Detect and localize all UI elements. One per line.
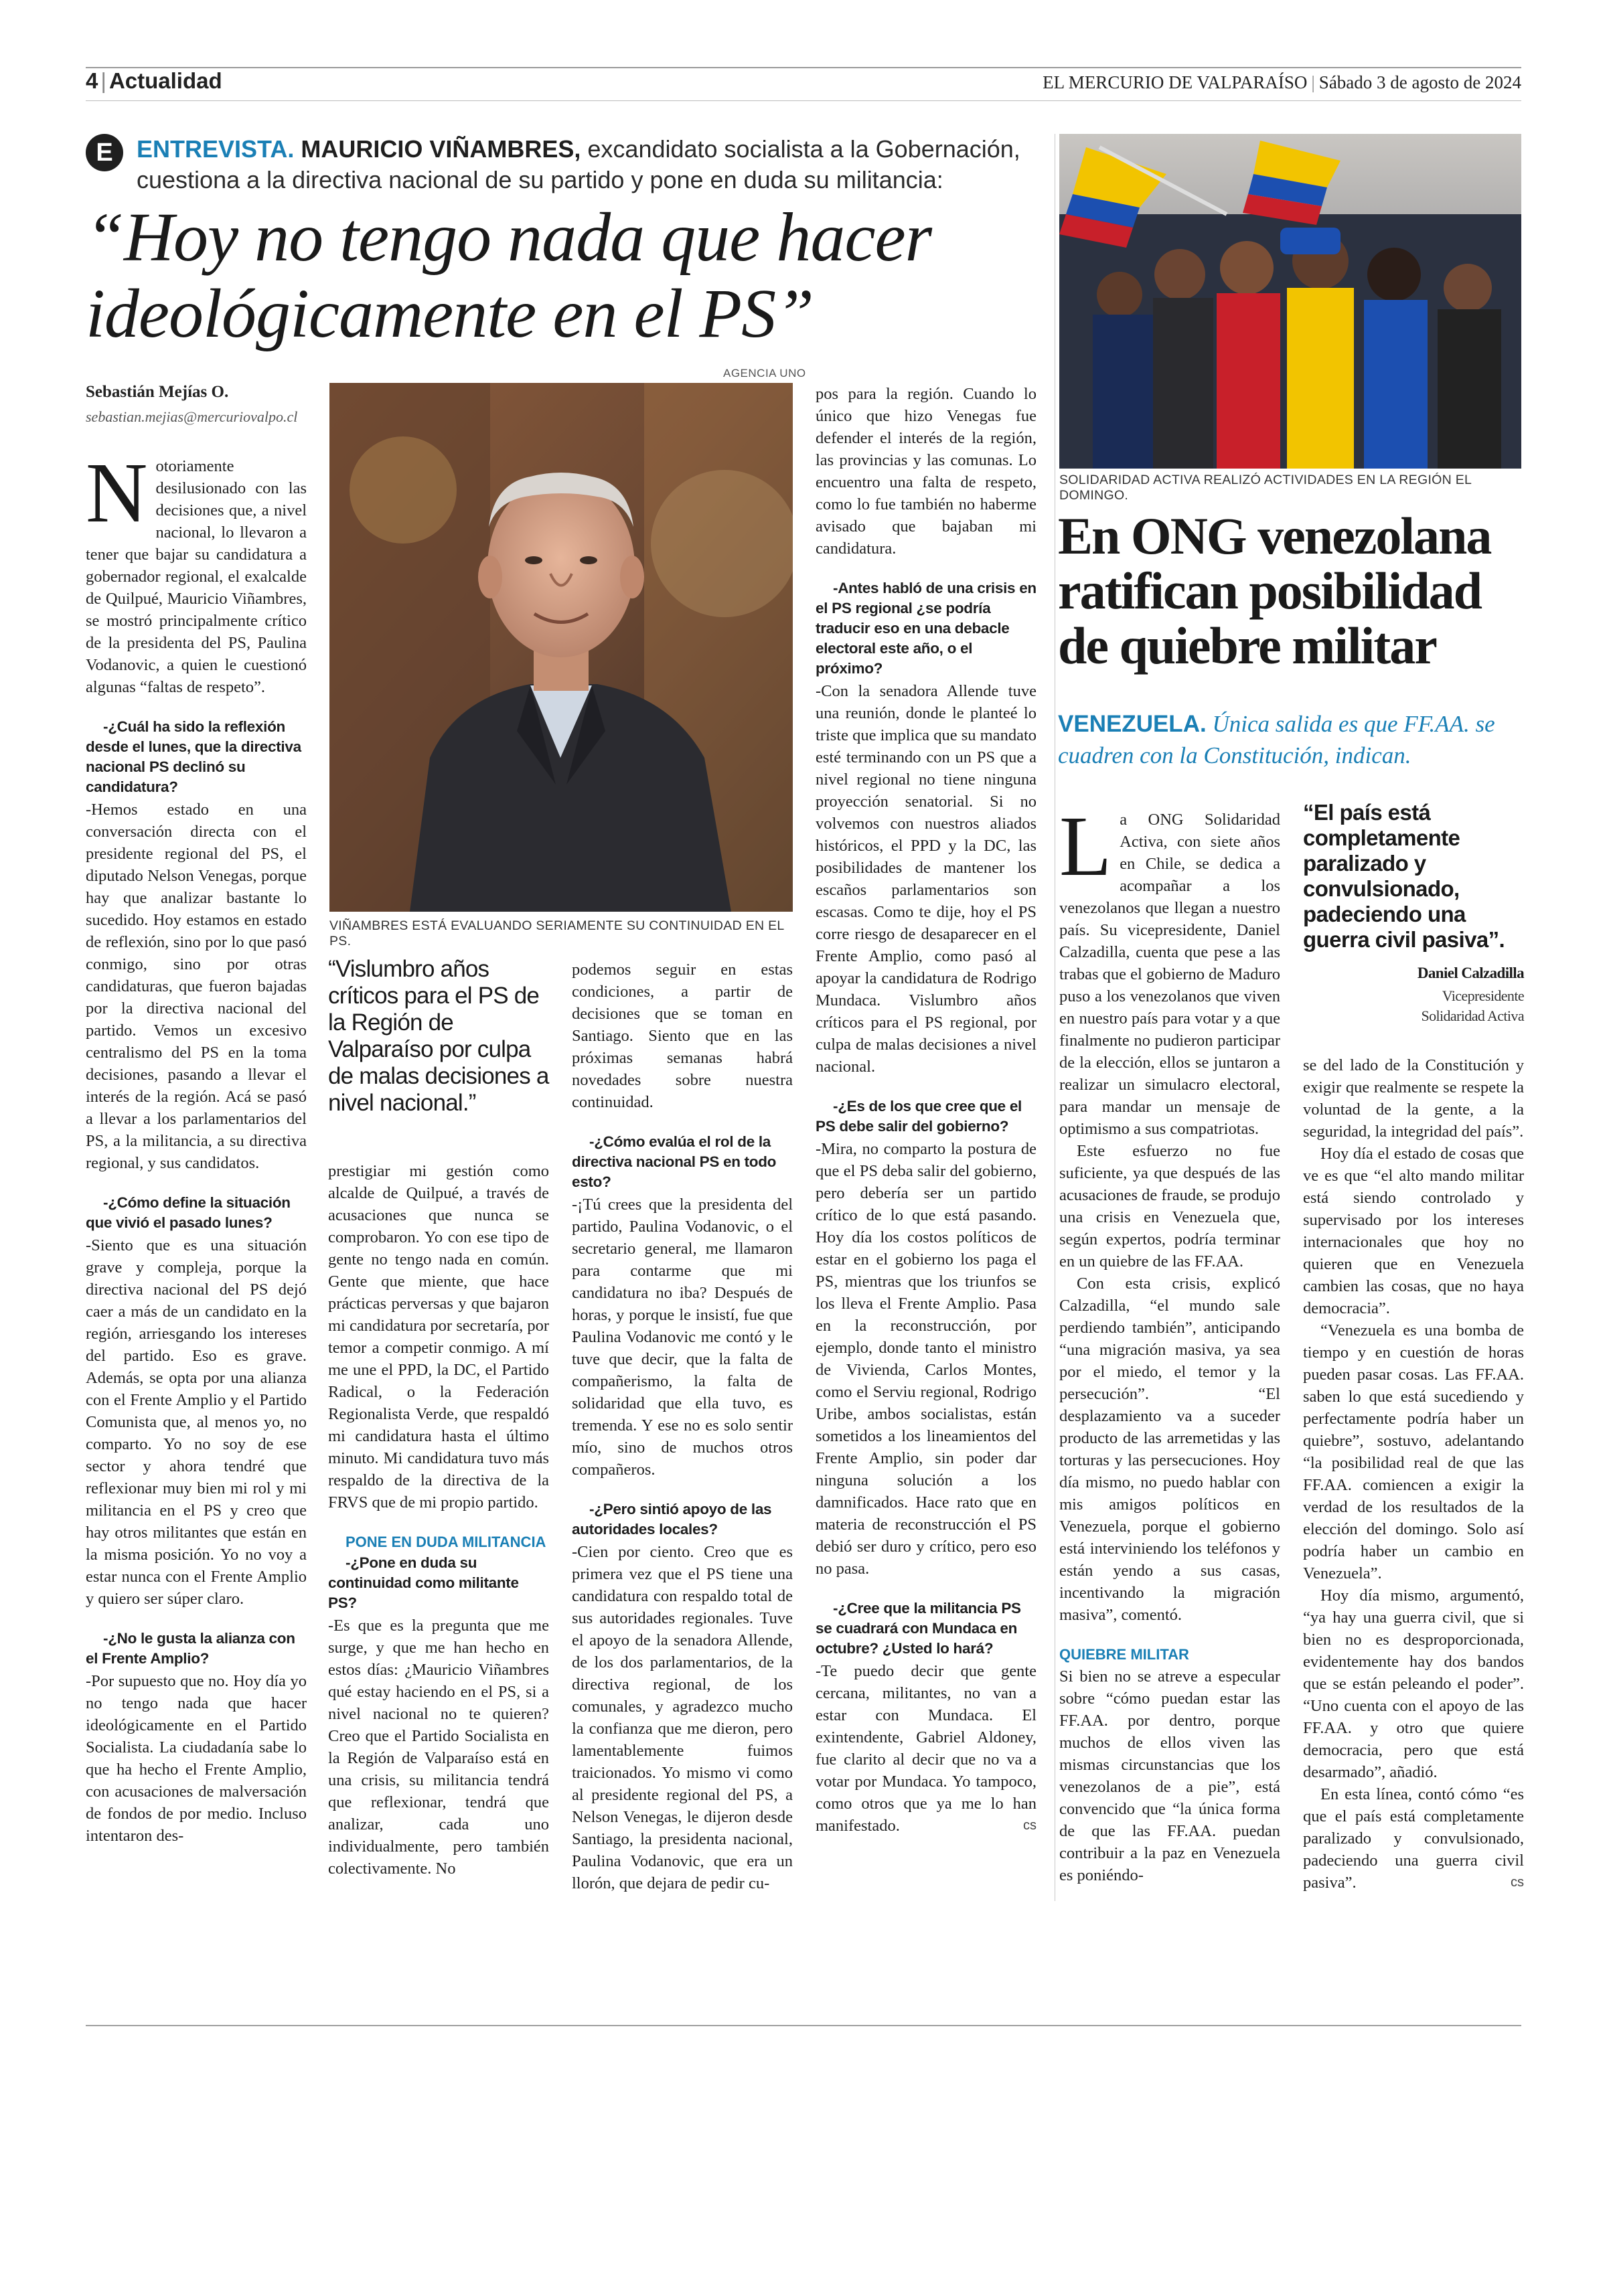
venezuela-kicker-text: Única salida es que FF.AA. se cuadren con la Constitución, indican. <box>1058 711 1495 768</box>
photo-credit: AGENCIA UNO <box>723 367 806 380</box>
venezuela-kicker <box>1058 708 1527 771</box>
question: -¿Es de los que cree que el PS debe salir del gobierno? <box>816 1098 1022 1135</box>
pull-quote-name: Daniel Calzadilla <box>1417 965 1524 981</box>
question: -¿Cuál ha sido la reflexión desde el lunes, que la directiva nacional PS declinó su candidatura? <box>86 718 301 795</box>
paragraph: Si bien no se atreve a especular sobre “cómo puedan estar las FF.AA. por dentro, porque muchos de ellos viven las mismas circunstancias que los venezolanos de a pie”, está convencido que “la única forma de que las FF.AA. puedan contribuir a la paz en Venezuela es poniéndo- <box>1059 1667 1280 1884</box>
answer: -Es que es la pregunta que me surge, y que me han hecho en estos días: ¿Mauricio Viñambres qué estay haciendo en el PS, si a nivel nacional no te quieren? Creo que el Partido Socialista en la Región de Valparaíso está en una crisis, su militancia tendrá que reflexionar, tendrá que analizar, cada uno individualmente, pero también colectivamente. No <box>328 1617 549 1878</box>
publication-line: EL MERCURIO DE VALPARAÍSO | Sábado 3 de agosto de 2024 <box>1043 72 1521 92</box>
kicker-label: ENTREVISTA. <box>137 135 295 163</box>
rally-photo <box>1059 134 1521 469</box>
question: -¿Cómo define la situación que vivió el pasado lunes? <box>86 1194 291 1231</box>
kicker-name: MAURICIO VIÑAMBRES, <box>301 135 581 163</box>
portrait-photo <box>329 383 793 912</box>
header-bottom-rule <box>86 100 1521 101</box>
footer-rule <box>86 2025 1521 2026</box>
question: -¿Pero sintió apoyo de las autoridades locales? <box>572 1501 772 1538</box>
rally-caption: SOLIDARIDAD ACTIVA REALIZÓ ACTIVIDADES EN LA REGIÓN EL DOMINGO. <box>1059 473 1472 503</box>
end-mark: cs <box>1511 1875 1524 1890</box>
paragraph: Este esfuerzo no fue suficiente, ya que después de las acusaciones de fraude, se produjo una crisis en Venezuela que, según expertos, podría terminar en un quiebre de las FF.AA. <box>1059 1142 1280 1270</box>
portrait-illustration <box>329 383 793 912</box>
lead-paragraph: otoriamente desilusionado con las decisiones que, a nivel nacional, lo llevaron a tener que bajar su candidatura a gobernador regional, el exalcalde de Quilpué, Mauricio Viñambres, se mostró principalmente crítico de la presidenta del PS, Paulina Vodanovic, a quien le cuestionó algunas “faltas de respeto”. <box>86 457 307 696</box>
answer-text: -Te puedo decir que gente cercana, militantes, no van a estar con Mundaca. El exintendente, Gabriel Aldoney, fue clarito al decir que no va a votar por Mundaca. Yo tampoco, como otros que ya me lo han manifestado. <box>816 1662 1037 1835</box>
page-section-label: 4 | Actualidad <box>86 68 222 93</box>
question: -¿No le gusta la alianza con el Frente Amplio? <box>86 1630 295 1667</box>
venezuela-column-1 <box>1059 799 1280 1886</box>
subhead: PONE EN DUDA MILITANCIA <box>346 1534 546 1550</box>
answer: prestigiar mi gestión como alcalde de Quilpué, a través de acusaciones que nunca se comprobaron. Yo con ese tipo de gente no tengo nada en común. Gente que miente, que hace prácticas perversas y que bajaron mi candidatura por secretaría, por temor a competir conmigo. A mí me une el PPD, la DC, el Partido Radical, o la Federación Regionalista Verde, que respaldó mi candidatura hasta el último minuto. Mi candidatura tuvo más respaldo de la directiva de la FRVS que de mi propio partido. <box>328 1162 549 1511</box>
publication-name: EL MERCURIO DE VALPARAÍSO <box>1043 72 1308 92</box>
answer: -¡Tú crees que la presidenta del partido, Paulina Vodanovic, o el secretario general, me llamaron para contarme que mi candidatura no iba? Después de horas, y porque le insistí, fue que Paulina Vodanovic me contó y le tuve que decir, que la falta de compañerismo, la falta de solidaridad que ella tuvo, es tremenda. Y ese no es solo sentir mío, sino de muchos otros compañeros. <box>572 1196 793 1479</box>
publication-date: Sábado 3 de agosto de 2024 <box>1318 72 1521 92</box>
paragraph <box>1303 1783 1524 1894</box>
answer: -Con la senadora Allende tuve una reunión, donde le planteé lo triste que implica que su mandato esté terminando con un PS que a nivel regional no tiene ninguna proyección senatorial. Si no volvemos con nuestros aliados históricos, el PPD y la DC, las posibilidades de mantener los escaños parlamentarios son escasas. Como te dije, hoy el PS corre riesgo de desaparecer en el Frente Amplio, como pasó al apoyar la candidatura de Rodrigo Mundaca. Vislumbro años críticos para el PS regional, por culpa de malas decisiones a nivel nacional. <box>816 682 1037 1076</box>
portrait-caption: VIÑAMBRES ESTÁ EVALUANDO SERIAMENTE SU CONTINUIDAD EN EL PS. <box>329 918 784 949</box>
paragraph: Con esta crisis, explicó Calzadilla, “el mundo sale perdiendo también”, anticipando “una migración masiva, ya sea por el miedo, el temor y la persecución”. “El desplazamiento va a suceder producto de las arremetidas y las torturas y las persecuciones. Hoy día mismo, no puedo hablar con mis amigos políticos en Venezuela, porque el gobierno está interviniendo los teléfonos y están yendo a sus casas, incentivando la migración masiva”, comentó. <box>1059 1275 1280 1624</box>
question: -Antes habló de una crisis en el PS regional ¿se podría traducir eso en una debacle electoral este año, o el próximo? <box>816 580 1037 677</box>
paragraph: Hoy día mismo, argumentó, “ya hay una guerra civil, que si bien no es desproporcionada, evidentemente hay dos bandos que se están peleando el poder”. “Uno cuenta con el apoyo de las FF.AA. y otro que quiere democracia, pero que está desarmado”, añadió. <box>1303 1586 1524 1781</box>
interview-column-4 <box>816 383 1037 1837</box>
author-email[interactable]: sebastian.mejias@mercuriovalpo.cl <box>86 408 298 425</box>
pull-quote-role: Vicepresidente <box>1442 987 1524 1004</box>
dropcap: L <box>1059 799 1112 894</box>
pull-quote-org: Solidaridad Activa <box>1421 1007 1524 1024</box>
rally-illustration <box>1059 134 1521 469</box>
interview-column-2 <box>328 1160 549 1880</box>
interview-column-1 <box>86 445 307 1847</box>
question: -¿Cree que la militancia PS se cuadrará con Mundaca en octubre? ¿Usted lo hará? <box>816 1600 1021 1657</box>
answer: pos para la región. Cuando lo único que hizo Venegas fue defender el interés de la región, las provincias y las comunas. Lo encuentro una falta de respeto, como lo fue también no haberme avisado que bajaban mi candidatura. <box>816 385 1037 558</box>
interview-headline: “Hoy no tengo nada que hacer ideológicamente en el PS” <box>86 199 932 352</box>
answer: podemos seguir en estas condiciones, a partir de decisiones que se toman en Santiago. Siento que en las próximas semanas habrá novedades sobre nuestra continuidad. <box>572 961 793 1111</box>
interview-badge: E <box>86 134 123 171</box>
interview-column-3 <box>572 959 793 1894</box>
question: -¿Pone en duda su continuidad como militante PS? <box>328 1554 519 1611</box>
header-top-rule <box>86 67 1521 68</box>
question: -¿Cómo evalúa el rol de la directiva nacional PS en todo esto? <box>572 1133 777 1190</box>
answer: -Cien por ciento. Creo que es primera vez que el PS tiene una candidatura con respaldo total de sus autoridades regionales. Tuve el apoyo de la senadora Allende, de los dos parlamentarios, de la directiva regional, de los comunales, y agradezco mucho la confianza que me dieron, pero lamentablemente fuimos traicionados. Yo mismo vi como al presidente regional del PS, a Nelson Venegas, le dijeron desde Santiago, la presidenta nacional, Paulina Vodanovic, que era un llorón, que dejara de pedir cu- <box>572 1543 793 1892</box>
interview-pull-quote: “Vislumbro años críticos para el PS de la Región de Valparaíso por culpa de malas decisiones a nivel nacional.” <box>328 956 549 1116</box>
answer: -Hemos estado en una conversación directa con el presidente regional del PS, el diputado Nelson Venegas, porque hay que analizar bastante lo sucedido. Hoy estamos en estado de reflexión, sino por lo que pasó conmigo, sino por otras candidaturas, que fueron bajadas por la directiva nacional del partido. Vemos un excesivo centralismo del PS en la toma decisiones, pasando a llevar el interés de la región. Acá se pasó a llevar a los parlamentarios del PS, a la militancia, a su directiva regional, y sus candidatos. <box>86 801 307 1172</box>
answer: -Mira, no comparto la postura de que el PS deba salir del gobierno, pero debería ser un partido crítico de lo que está pasando. Hoy día los costos políticos de estar en el gobierno los paga el PS, mientras que los triunfos se los lleva el Frente Amplio. Pasa en la reconstrucción, por ejemplo, donde tanto el ministro de Vivienda, Carlos Montes, como el Serviu regional, Rodrigo Uribe, ambos socialistas, están sometidos a los lineamientos del Frente Amplio, sin poder dar ninguna solución a los damnificados. Hace rato que en materia de reconstrucción el PS debió ser duro y crítico, pero eso no pasa. <box>816 1140 1037 1578</box>
subhead: QUIEBRE MILITAR <box>1059 1646 1189 1663</box>
venezuela-headline: En ONG venezolana ratifican posibilidad de quiebre militar <box>1058 507 1491 675</box>
paragraph-text: En esta línea, contó cómo “es que el país está completamente paralizado y convulsionado, padeciendo una guerra civil pasiva”. <box>1303 1785 1524 1892</box>
paragraph: a ONG Solidaridad Activa, con siete años en Chile, se dedica a acompañar a los venezolanos que llegan a nuestro país. Su vicepresidente, Daniel Calzadilla, cuenta que pese a las trabas que el gobierno de Maduro puso a los venezolanos que viven en nuestro país para votar y a que finalmente no pudieron participar de la elección, ellos se juntaron a realizar un simulacro electoral, para mandar un mensaje de optimismo a sus compatriotas. <box>1059 811 1280 1138</box>
dropcap: N <box>86 445 148 540</box>
answer: -Siento que es una situación grave y compleja, porque la directiva nacional del PS dejó caer a más de un candidato en la región, arriesgando los intereses del partido. Eso es grave. Además, se opta por una alianza con el Frente Amplio y el Partido Comunista que, al menos yo, no comparto. Yo no soy de ese sector y ahora tendré que reflexionar muy bien mi rol y mi militancia en el PS y creo que hay otros militantes que están en la misma posición. Yo no voy a estar nunca con el Frente Amplio y quiero ser súper claro. <box>86 1236 307 1608</box>
paragraph: Hoy día el estado de cosas que ve es que “el alto mando militar está siendo controlado y supervisado por los intereses internacionales que hoy no quieren que en Venezuela cambien las cosas, que no haya democracia”. <box>1303 1145 1524 1317</box>
venezuela-pull-quote <box>1303 800 1524 1026</box>
venezuela-kicker-label: VENEZUELA. <box>1058 711 1207 737</box>
pull-quote-text: “El país está completamente paralizado y convulsionado, padeciendo una guerra civil pasiva”. <box>1303 800 1505 952</box>
kicker-text: excandidato socialista a la Gobernación, cuestiona a la directiva nacional de su partido y pone en duda su militancia: <box>137 135 1020 193</box>
answer <box>816 1660 1037 1837</box>
page-number: 4 <box>86 68 98 93</box>
byline: Sebastián Mejías O. <box>86 383 229 401</box>
end-mark: cs <box>1023 1818 1037 1833</box>
paragraph: “Venezuela es una bomba de tiempo y en cuestión de horas pueden pasar cosas. Las FF.AA. saben lo que está sucediendo y perfectamente podría haber un quiebre”, sostuvo, adelantando “la posibilidad real de que las FF.AA. comiencen a exigir la verdad de los resultados de la elección del domingo. Solo así podría haber un cambio en Venezuela”. <box>1303 1321 1524 1582</box>
answer: -Por supuesto que no. Hoy día yo no tengo nada que hacer ideológicamente en el Partido Socialista. La ciudadanía sabe lo que ha hecho el Frente Amplio, con acusaciones de malversación de fondos de por medio. Incluso intentaron des- <box>86 1672 307 1845</box>
section-name: Actualidad <box>108 68 222 93</box>
paragraph: se del lado de la Constitución y exigir que realmente se respete la voluntad de la gente, a la seguridad, la integridad del país”. <box>1303 1056 1524 1141</box>
venezuela-column-2 <box>1303 1054 1524 1894</box>
interview-kicker <box>137 134 1041 195</box>
